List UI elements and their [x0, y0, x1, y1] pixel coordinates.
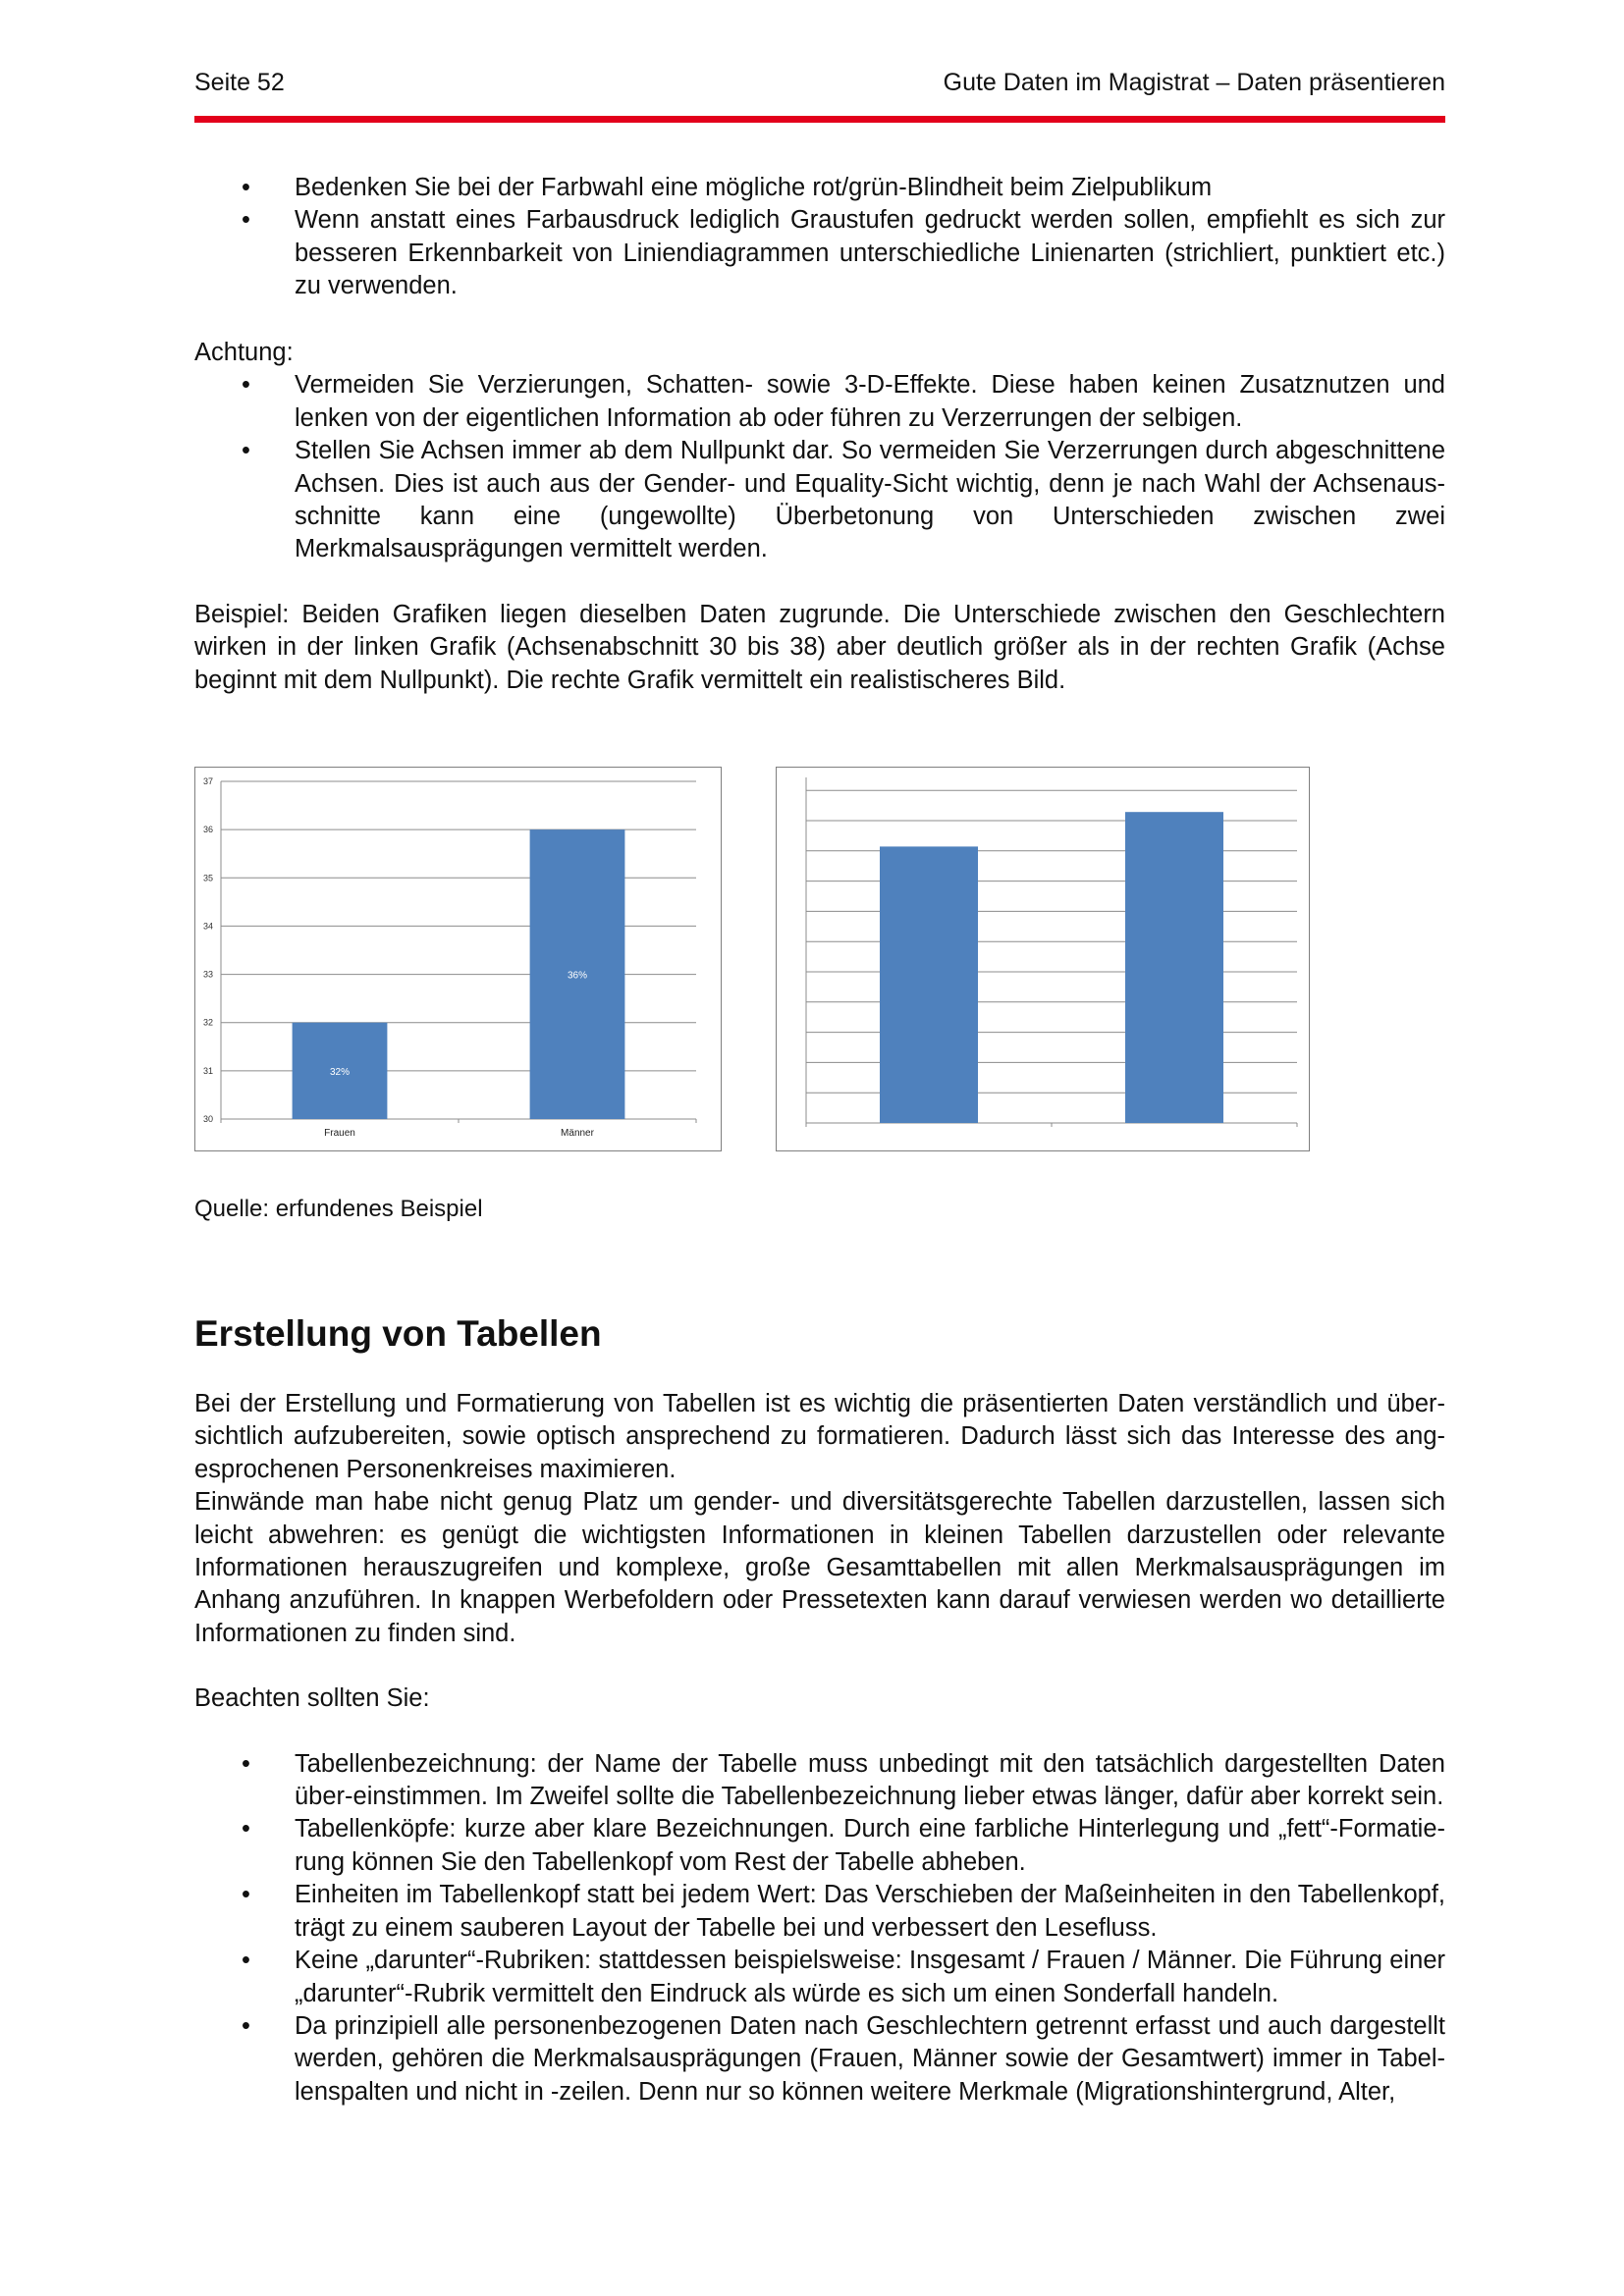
- chart-truncated-axis: [194, 767, 722, 1151]
- bar: [880, 846, 978, 1123]
- section-paragraph: Bei der Erstellung und Formatierung von Tabellen ist es wichtig die präsentierten Daten verständlich und über-sichtlich aufzubereiten, sowie optisch ansprechend zu formatieren. Dadurch lässt sich das Interesse des ang-esprochenen Personenkreises maximieren.: [194, 1390, 1445, 1483]
- chart-zero-axis: [776, 767, 1310, 1151]
- header-rule: [194, 116, 1445, 123]
- category-label: Männer: [561, 1128, 594, 1139]
- tip-item: • Wenn anstatt eines Farbausdruck lediglich Graustufen gedruckt werden sollen, empfiehlt es sich zur besseren Erkennbarkeit von Liniendiagrammen unterschiedliche Linienarten (strichliert, punktiert etc.) zu verwenden.: [194, 204, 1445, 302]
- tips-block: [194, 172, 1445, 303]
- tip-item: • Bedenken Sie bei der Farbwahl eine mögliche rot/grün-Blindheit beim Zielpublikum: [194, 172, 1445, 204]
- page-number: Seite 52: [194, 69, 285, 96]
- notice-item: • Da prinzipiell alle personenbezogenen Daten nach Geschlechtern getrennt erfasst und auch dargestellt werden, gehören die Merkmalsausprägungen (Frauen, Männer sowie der Gesamtwert) immer in Tabel-lenspalten und nicht in -zeilen. Denn nur so können weitere Merkmale (Migrationshintergrund, Alter,: [194, 2010, 1445, 2109]
- y-tick-label: 31: [203, 1065, 214, 1076]
- y-tick-label: 30: [203, 1114, 214, 1124]
- y-tick-label: 34: [203, 921, 214, 932]
- data-label: 32%: [329, 1066, 351, 1078]
- notice-item: • Tabellenköpfe: kurze aber klare Bezeichnungen. Durch eine farbliche Hinterlegung und „fett“-Formatie-rung können Sie den Tabellenkopf vom Rest der Tabelle abheben.: [194, 1813, 1445, 1879]
- notice-label: Beachten sollten Sie:: [194, 1684, 430, 1713]
- chart-right-svg: [777, 768, 1309, 1150]
- attention-item: • Vermeiden Sie Verzierungen, Schatten- sowie 3-D-Effekte. Diese haben keinen Zusatznutzen und lenken von der eigentlichen Information ab oder führen zu Verzerrungen der selbigen.: [194, 369, 1445, 435]
- y-tick-label: 36: [203, 825, 214, 835]
- y-tick-label: 35: [203, 873, 214, 883]
- notice-item: • Tabellenbezeichnung: der Name der Tabelle muss unbedingt mit den tatsächlich dargestellten Daten über-einstimmen. Im Zweifel sollte die Tabellenbezeichnung lieber etwas länger, dafür aber korrekt sein.: [194, 1748, 1445, 1814]
- notice-item: • Einheiten im Tabellenkopf statt bei jedem Wert: Das Verschieben der Maßeinheiten in den Tabellenkopf, trägt zu einem sauberen Layout der Tabelle bei und verbessert den Lesefluss.: [194, 1879, 1445, 1945]
- attention-item: • Stellen Sie Achsen immer ab dem Nullpunkt dar. So vermeiden Sie Verzerrungen durch abgeschnittene Achsen. Dies ist auch aus der Gender- und Equality-Sicht wichtig, denn je nach Wahl der Achsenaus-schnitte kann eine (ungewollte) Überbetonung von Unterschieden zwischen zwei Merkmalsausprägungen vermittelt werden.: [194, 435, 1445, 566]
- attention-label: Achtung:: [194, 339, 294, 366]
- document-title: Gute Daten im Magistrat – Daten präsentieren: [943, 69, 1445, 96]
- section-body: [194, 1388, 1445, 2109]
- y-tick-label: 33: [203, 969, 214, 980]
- chart-source: Quelle: erfundenes Beispiel: [194, 1196, 483, 1222]
- y-tick-label: 32: [203, 1017, 214, 1028]
- section-heading: Erstellung von Tabellen: [194, 1313, 602, 1354]
- y-tick-label: 37: [203, 776, 214, 786]
- example-paragraph: Beispiel: Beiden Grafiken liegen dieselben Daten zugrunde. Die Unterschiede zwischen den Geschlechtern wirken in der linken Grafik (Achsenabschnitt 30 bis 38) aber deutlich größer als in der rechten Grafik (Achse beginnt mit dem Nullpunkt). Die rechte Grafik vermittelt ein realistischeres Bild.: [194, 601, 1445, 694]
- category-label: Frauen: [324, 1128, 355, 1139]
- bar: [1125, 812, 1223, 1123]
- attention-block: [194, 337, 1445, 566]
- data-label: 36%: [567, 970, 588, 982]
- notice-item: • Keine „darunter“-Rubriken: stattdessen beispielsweise: Insgesamt / Frauen / Männer. Die Führung einer „darunter“-Rubrik vermittelt den Eindruck als würde es sich um einen Sonderfall handeln.: [194, 1945, 1445, 2010]
- section-paragraph: Einwände man habe nicht genug Platz um gender- und diversitätsgerechte Tabellen darzustellen, lassen sich leicht abwehren: es genügt die wichtigsten Informationen in kleinen Tabellen darzustellen oder relevante Informationen herauszugreifen und komplexe, große Gesamttabellen mit allen Merkmalsausprägungen im Anhang anzuführen. In knappen Werbefoldern oder Pressetexten kann darauf verwiesen werden wo detaillierte Informationen zu finden sind.: [194, 1488, 1445, 1647]
- chart-left-svg: [195, 768, 721, 1150]
